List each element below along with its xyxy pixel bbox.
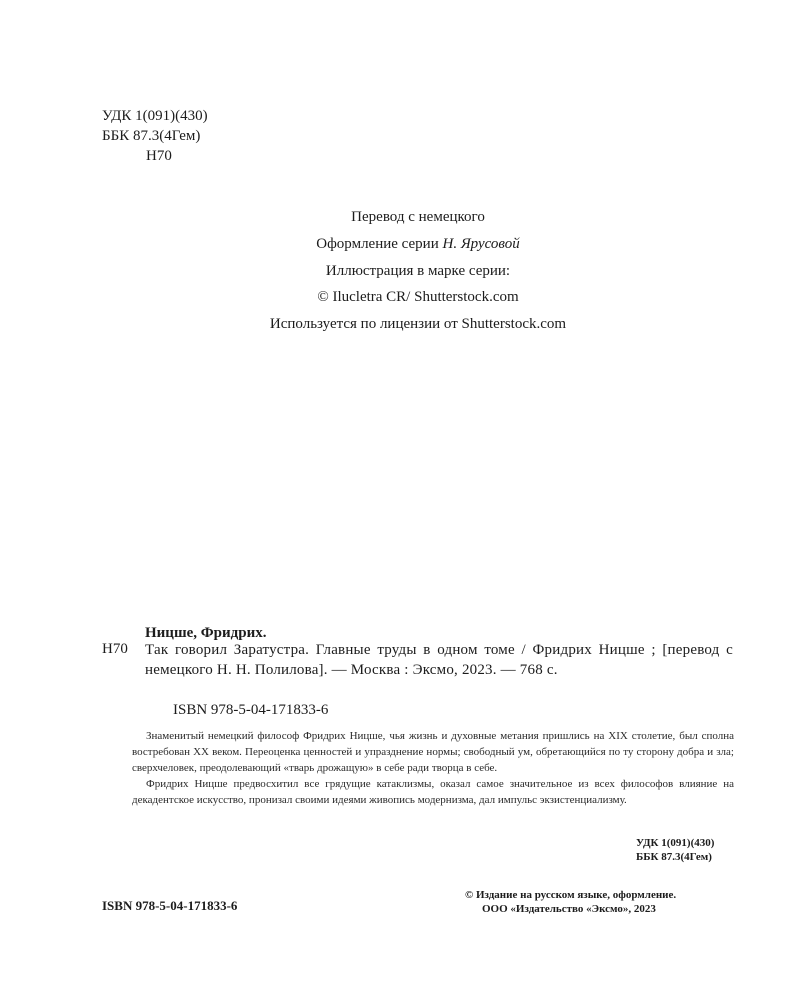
annotation <box>132 728 734 808</box>
record-isbn: ISBN 978-5-04-171833-6 <box>173 702 329 718</box>
series-design-prefix: Оформление серии <box>316 236 443 252</box>
author-sign-top: Н70 <box>146 148 172 164</box>
record-title-block: Так говорил Заратустра. Главные труды в одном томе / Фридрих Ницше ; [перевод с немецкого Н. Н. Полилова]. — Москва : Эксмо, 2023. — 768 с. <box>145 642 733 678</box>
udk-bottom: УДК 1(091)(430) <box>636 837 715 849</box>
illustration-note: Иллюстрация в марке серии: <box>325 263 511 279</box>
footer-isbn: ISBN 978-5-04-171833-6 <box>102 898 238 913</box>
record-author-sign: Н70 <box>102 641 128 657</box>
series-designer-name: Н. Ярусовой <box>442 236 520 252</box>
record-author: Ницше, Фридрих. <box>145 625 267 641</box>
translation-note: Перевод с немецкого <box>351 209 485 225</box>
series-design-credit <box>0 236 800 253</box>
copyright-line-2: ООО «Издательство «Эксмо», 2023 <box>482 903 656 915</box>
udk-top: УДК 1(091)(430) <box>102 108 208 124</box>
image-copyright: © Iluсletra CR/ Shutterstock.com <box>317 289 519 305</box>
license-note: Используется по лицензии от Shutterstock.com <box>269 316 567 332</box>
bbk-bottom: ББК 87.3(4Гем) <box>636 851 712 863</box>
annotation-paragraph-2: Фридрих Ницше предвосхитил все грядущие катаклизмы, оказал самое значительное из всех философов влияние на декадентское искусство, пронизал своими идеями живопись модернизма, дал импульс экзистенциализму. <box>132 778 734 806</box>
bbk-top: ББК 87.3(4Гем) <box>102 128 201 144</box>
annotation-paragraph-1: Знаменитый немецкий философ Фридрих Ницше, чья жизнь и духовные метания пришлись на XIX столетие, был сполна востребован XX веком. Переоценка ценностей и упразднение нормы; свободный ум, обретающийся по ту сторону добра и зла; сверхчеловек, преодолевающий «тварь дрожащую» в себе ради творца в себе. <box>132 730 734 774</box>
copyright-line-1: © Издание на русском языке, оформление. <box>465 889 677 901</box>
